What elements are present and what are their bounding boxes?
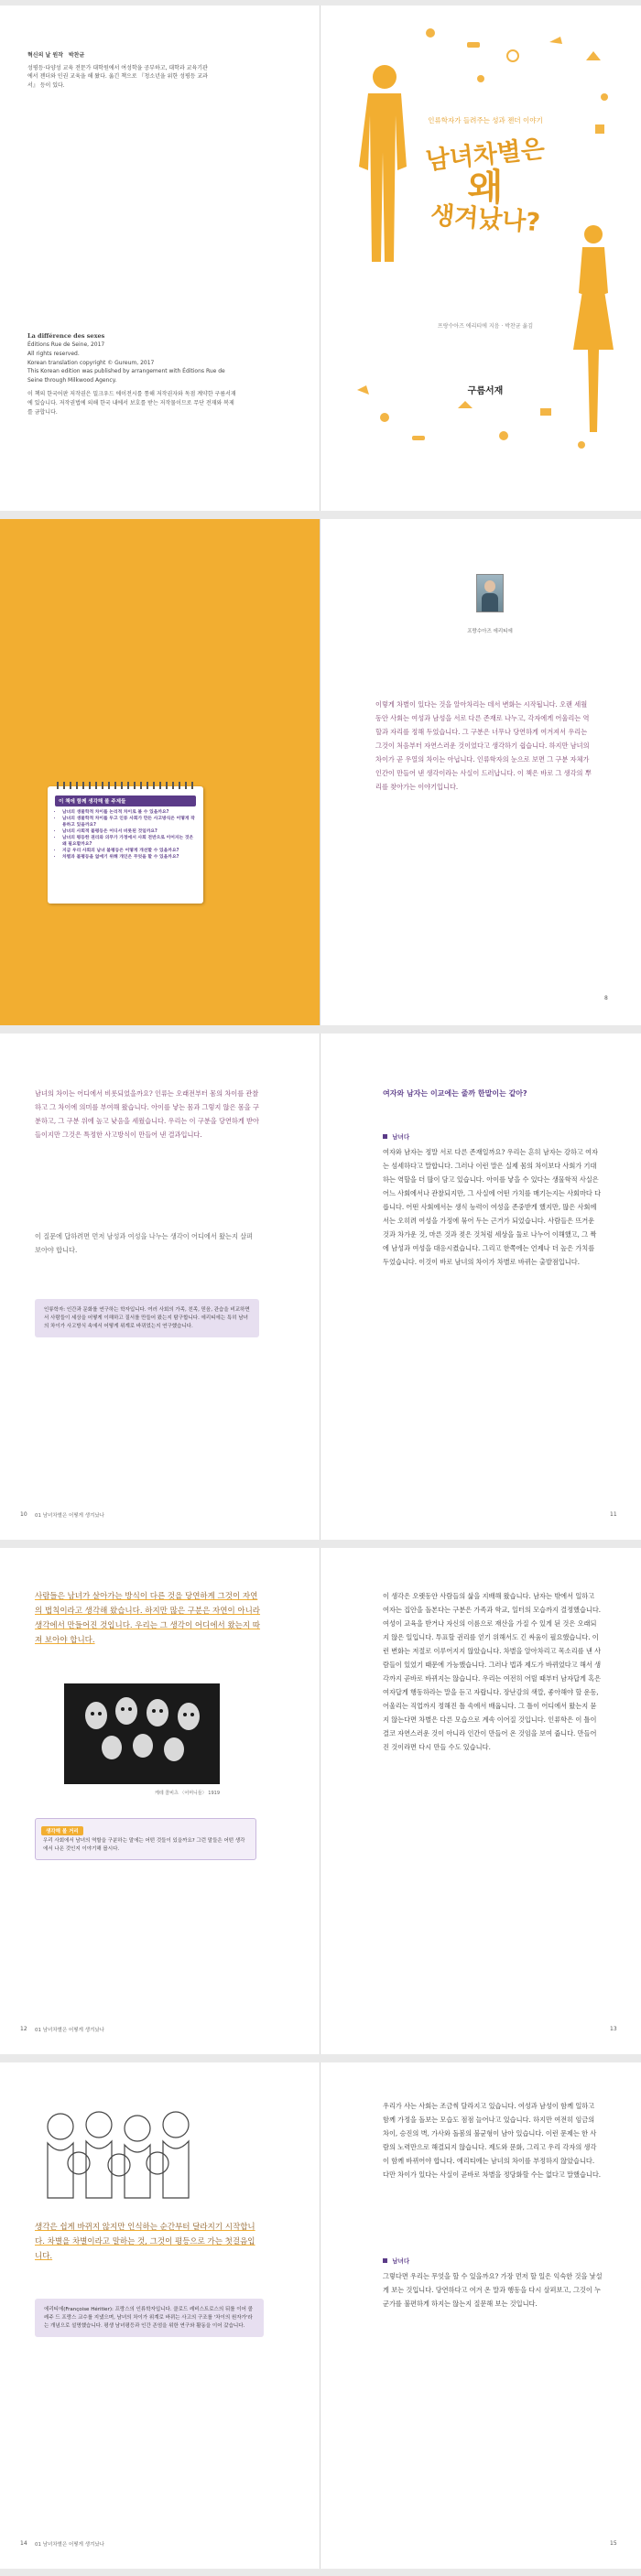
spread-2 bbox=[0, 519, 641, 1025]
colophon-page bbox=[0, 5, 320, 511]
page-12 bbox=[0, 1548, 320, 2054]
folio: 01 남녀차별은 어떻게 생겨났나 bbox=[35, 2542, 105, 2548]
woodcut-illustration bbox=[64, 1683, 220, 1784]
right-paragraph: 이 생각은 오랫동안 사람들의 삶을 지배해 왔습니다. 남자는 밖에서 일하고 여자는 집안을 돌본다는 구분은 가족과 학교, 일터의 모습까지 결정했습니다. 여성이 교육을 받거나 자신의 이름으로 재산을 가질 수 있게 된 것은 오래되지 않은 일입니다. 투표할 권리를 얻기 위해서도 긴 싸움이 필요했습니다. 이런 변화는 저절로 이루어지지 않았습니다. 차별을 알아차리고 목소리를 낸 사람들이 있었기 때문에 가능했습니다. 그러나 법과 제도가 바뀌었다고 해서 생각까지 곧바로 바뀌지는 않습니다. 우리는 여전히 어릴 때부터 남자답게 혹은 여자답게 행동하라는 말을 듣고 자랍니다. 장난감의 색깔, 좋아해야 할 운동, 어울리는 직업까지 정해진 틀 속에서 배웁니다. 그 틀이 어디에서 왔는지 묻지 않는다면 차별은 다른 모습으로 계속 이어질 것입니다. 인류학은 이 틀이 결코 자연스러운 것이 아니라 인간이 만들어 온 것임을 보여 줍니다. 만들어진 것이라면 다시 만들 수도 있습니다. bbox=[383, 1592, 602, 1751]
right-paragraph: 여자와 남자는 정말 서로 다른 존재일까요? 우리는 흔히 남자는 강하고 여자는 섬세하다고 말합니다. 그러나 이런 말은 실제 몸의 차이보다 사회가 기대하는 역할을 더 많이 담고 있습니다. 아이를 낳을 수 있다는 생물학적 사실은 어느 사회에서나 관찰되지만, 그 사실에 어떤 가치를 매기는지는 사회마다 다릅니다. 어떤 사회에서는 생식 능력이 여성을 존중받게 했지만, 많은 사회에서는 오히려 여성을 가정에 묶어 두는 근거가 되었습니다. 사람들은 뜨거운 것과 차가운 것, 마른 것과 젖은 것처럼 세상을 둘로 나누어 이해했고, 그 짝에 남성과 여성을 대응시켰습니다. 그리고 한쪽에는 언제나 더 높은 가치를 두었습니다. 이것이 바로 남녀의 차이가 차별로 바뀌는 출발점입니다. bbox=[383, 1148, 602, 1266]
sub-heading-text: 남녀다 bbox=[392, 2257, 410, 2265]
page-number: 14 bbox=[20, 2540, 27, 2547]
spread-3 bbox=[0, 1034, 641, 1540]
pull-quote: 사람들은 남녀가 살아가는 방식이 다른 것을 당연하게 그것이 자연의 법칙이라고 생각해 왔습니다. 하지만 많은 구분은 자연이 아니라 생각에서 만들어진 것입니다. 우리는 그 생각이 어디에서 왔는지 따져 보아야 합니다. bbox=[35, 1592, 261, 1645]
line-drawing-illustration bbox=[35, 2099, 218, 2207]
translator-name: 박찬균 bbox=[68, 52, 85, 59]
author-page bbox=[320, 519, 641, 1025]
clock-icon bbox=[380, 413, 389, 422]
ring-icon bbox=[507, 50, 518, 61]
sub-heading-text: 남녀다 bbox=[392, 1133, 410, 1141]
image-caption: 케테 콜비츠 〈어머니들〉 1919 bbox=[155, 1791, 220, 1796]
page-number: 13 bbox=[610, 2026, 617, 2032]
mustard-page bbox=[0, 519, 320, 1025]
dot-icon bbox=[426, 28, 435, 38]
page-number: 11 bbox=[610, 1511, 617, 1518]
translator-text: 성평등·다양성 교육 전문가 대학원에서 여성학을 공부하고, 대학과 교육기관에서 젠더와 인권 교육을 해 왔다. 옮긴 책으로 『청소년을 위한 성평등 교과서』 등이 있다. bbox=[27, 64, 208, 89]
translator-label: 혁신의 날 원작 bbox=[27, 52, 63, 59]
page-14 bbox=[0, 2062, 320, 2569]
notebook-title: 이 책에 함께 생각해 볼 주제들 bbox=[55, 796, 196, 806]
bag-icon bbox=[458, 401, 473, 408]
sub-heading bbox=[383, 2257, 409, 2265]
spread-5 bbox=[0, 2062, 641, 2569]
page-number: 8 bbox=[604, 995, 608, 1001]
plane-icon bbox=[586, 51, 601, 60]
question-item: • 남녀의 생물학적 차이를 논리적 차이로 볼 수 있을까요? bbox=[62, 810, 196, 817]
cover-page bbox=[320, 5, 641, 511]
question-item: • 차별과 불평등을 없애기 위해 개인은 무엇을 할 수 있을까요? bbox=[62, 855, 196, 861]
book-icon bbox=[595, 124, 604, 134]
question-notebook bbox=[48, 786, 203, 904]
cover-title-line1: 남녀차별은 bbox=[424, 135, 547, 176]
lipstick-icon bbox=[467, 42, 480, 48]
cover-subtitle: 인류학자가 들려주는 성과 젠더 이야기 bbox=[428, 116, 543, 124]
cover-title bbox=[407, 135, 563, 238]
page-number: 10 bbox=[20, 1511, 27, 1518]
camera-icon bbox=[540, 408, 551, 416]
original-title: La différence des sexes bbox=[27, 332, 105, 340]
think-box-text: 우리 사회에서 남녀의 역할을 구분하는 말에는 어떤 것들이 있을까요? 그런 말들은 어떤 생각에서 나온 것인지 이야기해 봅시다. bbox=[43, 1838, 245, 1852]
folio: 01 남녀차별은 어떻게 생겨났나 bbox=[35, 2028, 105, 2033]
page-10 bbox=[0, 1034, 320, 1540]
cover-publisher: 구름서재 bbox=[467, 386, 504, 396]
page-13 bbox=[320, 1548, 641, 2054]
man-silhouette bbox=[359, 65, 407, 262]
folio: 01 남녀차별은 어떻게 생겨났나 bbox=[35, 1513, 105, 1519]
sub-heading bbox=[383, 1132, 409, 1141]
intro-paragraph: 이렇게 차별이 있다는 것을 알아차리는 데서 변화는 시작됩니다. 오랜 세월 동안 사회는 여성과 남성을 서로 다른 존재로 나누고, 각자에게 어울리는 역할과 자리를 정해 두었습니다. 그 구분은 너무나 당연하게 여겨져서 우리는 그것이 처음부터 자연스러운 것이었다고 생각하기 쉽습니다. 하지만 남녀의 차이가 곧 우열의 차이는 아닙니다. 인류학자의 눈으로 보면 그 구분 자체가 인간이 만들어 낸 생각이라는 사실이 드러납니다. 이 책은 바로 그 생각의 뿌리를 찾아가는 이야기입니다. bbox=[375, 700, 592, 791]
woman-silhouette bbox=[573, 225, 614, 432]
question-item: • 지금 우리 사회의 남녀 불평등은 어떻게 개선할 수 있을까요? bbox=[62, 849, 196, 855]
copyright-block bbox=[27, 331, 238, 417]
glossary-box bbox=[35, 1299, 259, 1337]
author-caption: 프랑수아즈 에리티에 bbox=[467, 629, 513, 634]
think-box-title: 생각해 볼 거리 bbox=[41, 1826, 83, 1835]
right-paragraph-2: 그렇다면 우리는 무엇을 할 수 있을까요? 가장 먼저 할 일은 익숙한 것을 낯설게 보는 것입니다. 당연하다고 여겨 온 말과 행동을 다시 살펴보고, 그것이 누군가를 불편하게 하지는 않는지 질문해 보는 것입니다. bbox=[383, 2272, 603, 2308]
think-box bbox=[35, 1818, 256, 1860]
page-number: 15 bbox=[610, 2540, 617, 2547]
cover-author: 프랑수아즈 에리티에 지음 · 박찬균 옮김 bbox=[437, 323, 534, 330]
cover-title-line3: 생겨났나? bbox=[429, 201, 541, 238]
glossary-text: 인류학자: 인간과 문화를 연구하는 학자입니다. 여러 사회의 가족, 친족, 믿음, 관습을 비교하면서 사람들이 세상을 어떻게 이해하고 질서를 만들어 왔는지 탐구합니다. 에리티에는 특히 남녀의 차이가 사고방식 속에서 어떻게 위계로 바뀌었는지 연구했습니다. bbox=[44, 1307, 250, 1329]
author-photo bbox=[476, 574, 504, 612]
cover-title-line2: 왜 bbox=[467, 167, 504, 210]
biography-text: 에리티에(Françoise Héritier): 프랑스의 인류학자입니다. 클로드 레비스트로스의 뒤를 이어 콜레주 드 프랑스 교수를 지냈으며, 남녀의 차이가 위계로 바뀌는 사고의 구조를 '차이의 원자가'라는 개념으로 설명했습니다. 평생 남녀평등과 인간 존엄을 위한 연구와 활동을 이어 갔습니다. bbox=[44, 2307, 253, 2329]
page-15 bbox=[320, 2062, 641, 2569]
section-heading: 여자와 남자는 이교에는 줄까 한말이는 같아? bbox=[383, 1089, 527, 1098]
page-number: 12 bbox=[20, 2026, 27, 2032]
original-meta: Éditions Rue de Seine, 2017 All rights reserved. Korean translation copyright © Gureum, 2017 This Korean edition was published by arrangement with Éditions Rue de Seine through Milkwood Agency. bbox=[27, 341, 225, 384]
translator-bio bbox=[27, 51, 211, 90]
right-paragraph: 우리가 사는 사회는 조금씩 달라지고 있습니다. 여성과 남성이 함께 일하고 함께 가정을 돌보는 모습도 점점 늘어나고 있습니다. 하지만 여전히 임금의 차이, 승진의 벽, 가사와 돌봄의 불균형이 남아 있습니다. 이런 문제는 한 사람의 노력만으로 해결되지 않습니다. 제도와 문화, 그리고 우리 각자의 생각이 함께 바뀌어야 합니다. 에리티에는 남녀의 차이를 부정하지 않았습니다. 다만 차이가 있다는 사실이 곧바로 차별을 정당화할 수는 없다고 말했습니다. bbox=[383, 2102, 602, 2179]
star-icon bbox=[578, 441, 585, 449]
legal-note: 이 책의 한국어판 저작권은 밀크우드 에이전시를 통해 저작권자와 독점 계약한 구름서재에 있습니다. 저작권법에 의해 한국 내에서 보호를 받는 저작물이므로 무단 전재와 복제를 금합니다. bbox=[27, 391, 236, 416]
biography-box bbox=[35, 2299, 264, 2337]
tool-icon bbox=[412, 436, 425, 440]
shoe-icon bbox=[357, 385, 369, 395]
cup-icon bbox=[499, 431, 508, 440]
decorative-icons bbox=[320, 5, 641, 511]
spread-4 bbox=[0, 1548, 641, 2054]
question-item: • 남녀의 사회적 불평등은 어디서 비롯된 것일까요? bbox=[62, 829, 196, 836]
question-list bbox=[55, 810, 196, 861]
hat-icon bbox=[549, 37, 562, 44]
question-item: • 남녀의 생물학적 차이를 두고 인류 사회가 만든 사고방식은 어떻게 작용하고 있을까요? bbox=[62, 817, 196, 829]
left-paragraph: 남녀의 차이는 어디에서 비롯되었을까요? 인류는 오래전부터 몸의 차이를 관찰하고 그 차이에 의미를 부여해 왔습니다. 아이를 낳는 몸과 그렇지 않은 몸을 구분하고, 그 구분 위에 높고 낮음을 세웠습니다. 우리는 이 구분을 당연하게 받아들이지만 그것은 특정한 사고방식이 만들어 낸 결과입니다. bbox=[35, 1089, 259, 1139]
gender-icon bbox=[477, 75, 484, 82]
bullet-icon bbox=[383, 1134, 387, 1139]
left-paragraph-2: 이 질문에 답하려면 먼저 남성과 여성을 나누는 생각이 어디에서 왔는지 살펴보아야 합니다. bbox=[35, 1232, 254, 1254]
mustard-panel bbox=[0, 519, 320, 1025]
notebook-rings bbox=[57, 782, 194, 789]
page-11 bbox=[320, 1034, 641, 1540]
pull-quote: 생각은 쉽게 바뀌지 않지만 인식하는 순간부터 달라지기 시작합니다. 차별을 차별이라고 말하는 것, 그것이 평등으로 가는 첫걸음입니다. bbox=[35, 2223, 255, 2261]
bullet-icon bbox=[383, 2258, 387, 2263]
ball-icon bbox=[601, 93, 608, 101]
question-item: • 남녀의 평등한 권리와 의무가 가정에서 사회 전반으로 이어지는 것은 왜 필요할까요? bbox=[62, 836, 196, 849]
spread-1 bbox=[0, 5, 641, 511]
